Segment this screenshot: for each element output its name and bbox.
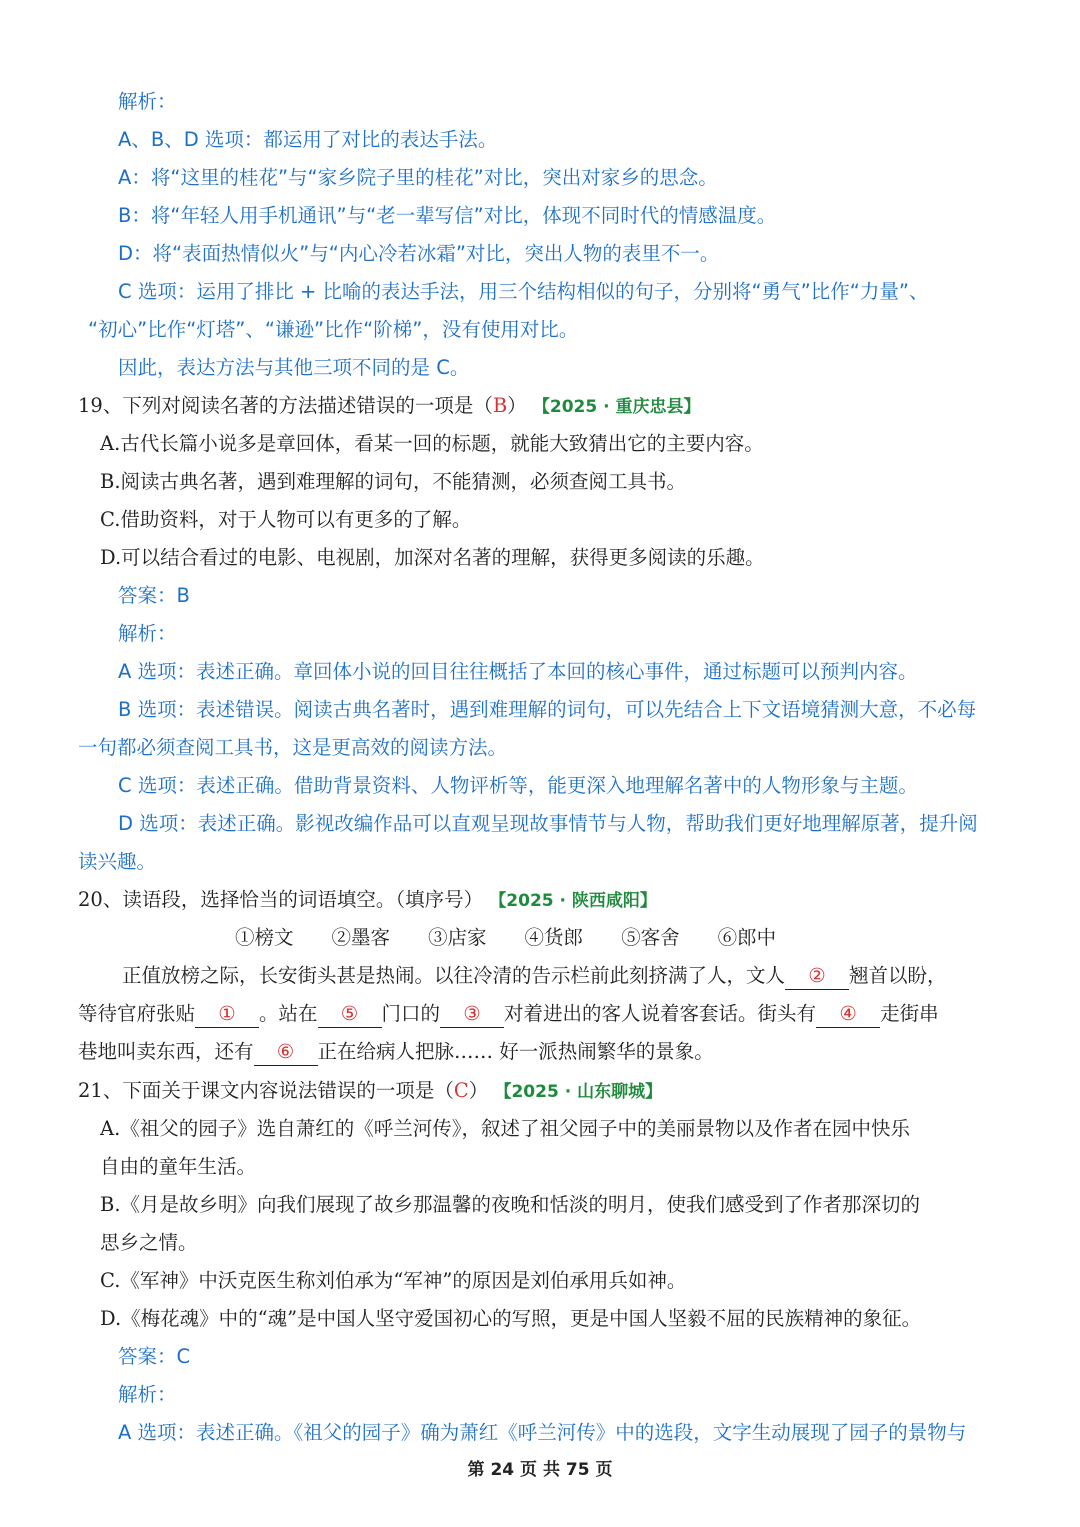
stem-text: 19、下列对阅读名著的方法描述错误的一项是（ — [78, 394, 493, 417]
stem-text: ） — [507, 394, 527, 417]
passage-text: 门口的 — [381, 1002, 441, 1025]
source-tag: 【2025 · 重庆忠县】 — [532, 397, 701, 417]
analysis-line: D 选项：表述正确。影视改编作品可以直观呈现故事情节与人物，帮助我们更好地理解原著，提升阅 — [118, 812, 978, 835]
stem-text: ） — [468, 1079, 489, 1102]
passage-text: 正在给病人把脉…… 好一派热闹繁华的景象。 — [317, 1040, 714, 1063]
word-option: ④货郎 — [524, 926, 584, 949]
blank: ⑤ — [318, 1001, 382, 1028]
source-tag: 【2025 · 山东聊城】 — [494, 1082, 663, 1102]
analysis-line: B 选项：表述错误。阅读古典名著时，遇到难理解的词句，可以先结合上下文语境猜测大意，不必每 — [118, 698, 977, 721]
analysis-line: 一句都必须查阅工具书，这是更高效的阅读方法。 — [78, 736, 508, 759]
word-option: ⑥郎中 — [717, 926, 777, 949]
passage-text: 巷地叫卖东西，还有 — [78, 1040, 254, 1063]
word-option: ①榜文 — [235, 926, 294, 949]
option-a: A.《祖父的园子》选自萧红的《呼兰河传》，叙述了祖父园子中的美丽景物以及作者在园中快乐 — [100, 1117, 911, 1140]
stem-text: 21、下面关于课文内容说法错误的一项是（ — [78, 1079, 454, 1102]
analysis-line: A 选项：表述正确。章回体小说的回目往往概括了本回的核心事件，通过标题可以预判内容。 — [118, 660, 918, 683]
analysis-line: 因此，表达方法与其他三项不同的是 C。 — [118, 356, 470, 379]
analysis-line: C 选项：表述正确。借助背景资料、人物评析等，能更深入地理解名著中的人物形象与主题。 — [118, 774, 918, 797]
question-20-stem — [78, 885, 1080, 915]
analysis-line: D：将“表面热情似火”与“内心冷若冰霜”对比，突出人物的表里不一。 — [118, 242, 720, 265]
stem-text: 20、读语段，选择恰当的词语填空。（填序号） — [78, 888, 484, 911]
question-19-stem — [78, 391, 1080, 421]
passage-text: 等待官府张贴 — [78, 1002, 196, 1025]
analysis-label: 解析： — [118, 622, 177, 645]
analysis-label: 解析： — [118, 90, 177, 113]
passage-text: 走街串 — [880, 1002, 939, 1025]
answer: 答案：B — [118, 584, 190, 607]
analysis-line: A：将“这里的桂花”与“家乡院子里的桂花”对比，突出对家乡的思念。 — [118, 166, 718, 189]
blank: ⑥ — [254, 1039, 318, 1066]
passage-text: 翘首以盼， — [849, 964, 947, 987]
option-d: D.可以结合看过的电影、电视剧，加深对名著的理解，获得更多阅读的乐趣。 — [100, 546, 765, 569]
blank: ③ — [440, 1001, 504, 1028]
word-option: ⑤客舍 — [621, 926, 680, 949]
option-a-cont: 自由的童年生活。 — [100, 1155, 257, 1178]
answer-mark: B — [492, 394, 508, 417]
option-b-cont: 思乡之情。 — [100, 1231, 198, 1254]
option-a: A.古代长篇小说多是章回体，看某一回的标题，就能大致猜出它的主要内容。 — [100, 432, 764, 455]
question-21-stem — [78, 1076, 1080, 1106]
option-c: C.《军神》中沃克医生称刘伯承为“军神”的原因是刘伯承用兵如神。 — [100, 1269, 687, 1292]
answer-mark: C — [453, 1079, 469, 1102]
passage-line — [122, 961, 1080, 991]
analysis-line: C 选项：运用了排比 + 比喻的表达手法，用三个结构相似的句子，分别将“勇气”比作“力量”、 — [118, 280, 929, 303]
analysis-line: A、B、D 选项：都运用了对比的表达手法。 — [118, 128, 498, 151]
blank: ② — [785, 963, 849, 990]
passage-line — [78, 1037, 1080, 1067]
word-option: ③店家 — [428, 926, 487, 949]
analysis-line: “初心”比作“灯塔”、“谦逊”比作“阶梯”，没有使用对比。 — [88, 318, 579, 341]
option-b: B.阅读古典名著，遇到难理解的词句，不能猜测，必须查阅工具书。 — [100, 470, 687, 493]
word-options — [235, 923, 1080, 953]
analysis-label: 解析： — [118, 1383, 177, 1406]
analysis-line: 读兴趣。 — [78, 850, 157, 873]
word-option: ②墨客 — [331, 926, 391, 949]
passage-line — [78, 999, 1080, 1029]
blank: ④ — [816, 1001, 880, 1028]
analysis-line: A 选项：表述正确。《祖父的园子》确为萧红《呼兰河传》中的选段，文字生动展现了园子的景物与 — [118, 1421, 967, 1444]
option-d: D.《梅花魂》中的“魂”是中国人坚守爱国初心的写照，更是中国人坚毅不屈的民族精神的象征。 — [100, 1307, 922, 1330]
passage-text: 。站在 — [259, 1002, 318, 1025]
option-c: C.借助资料，对于人物可以有更多的了解。 — [100, 508, 472, 531]
page-footer: 第 24 页 共 75 页 — [467, 1460, 613, 1480]
passage-text: 对着进出的客人说着客套话。街头有 — [504, 1002, 817, 1025]
analysis-line: B：将“年轻人用手机通讯”与“老一辈写信”对比，体现不同时代的情感温度。 — [118, 204, 777, 227]
option-b: B.《月是故乡明》向我们展现了故乡那温馨的夜晚和恬淡的明月，使我们感受到了作者那深切的 — [100, 1193, 921, 1216]
answer: 答案：C — [118, 1345, 191, 1368]
blank: ① — [195, 1001, 259, 1028]
passage-text: 正值放榜之际，长安街头甚是热闹。以往冷清的告示栏前此刻挤满了人，文人 — [122, 964, 786, 987]
source-tag: 【2025 · 陕西咸阳】 — [489, 891, 657, 911]
